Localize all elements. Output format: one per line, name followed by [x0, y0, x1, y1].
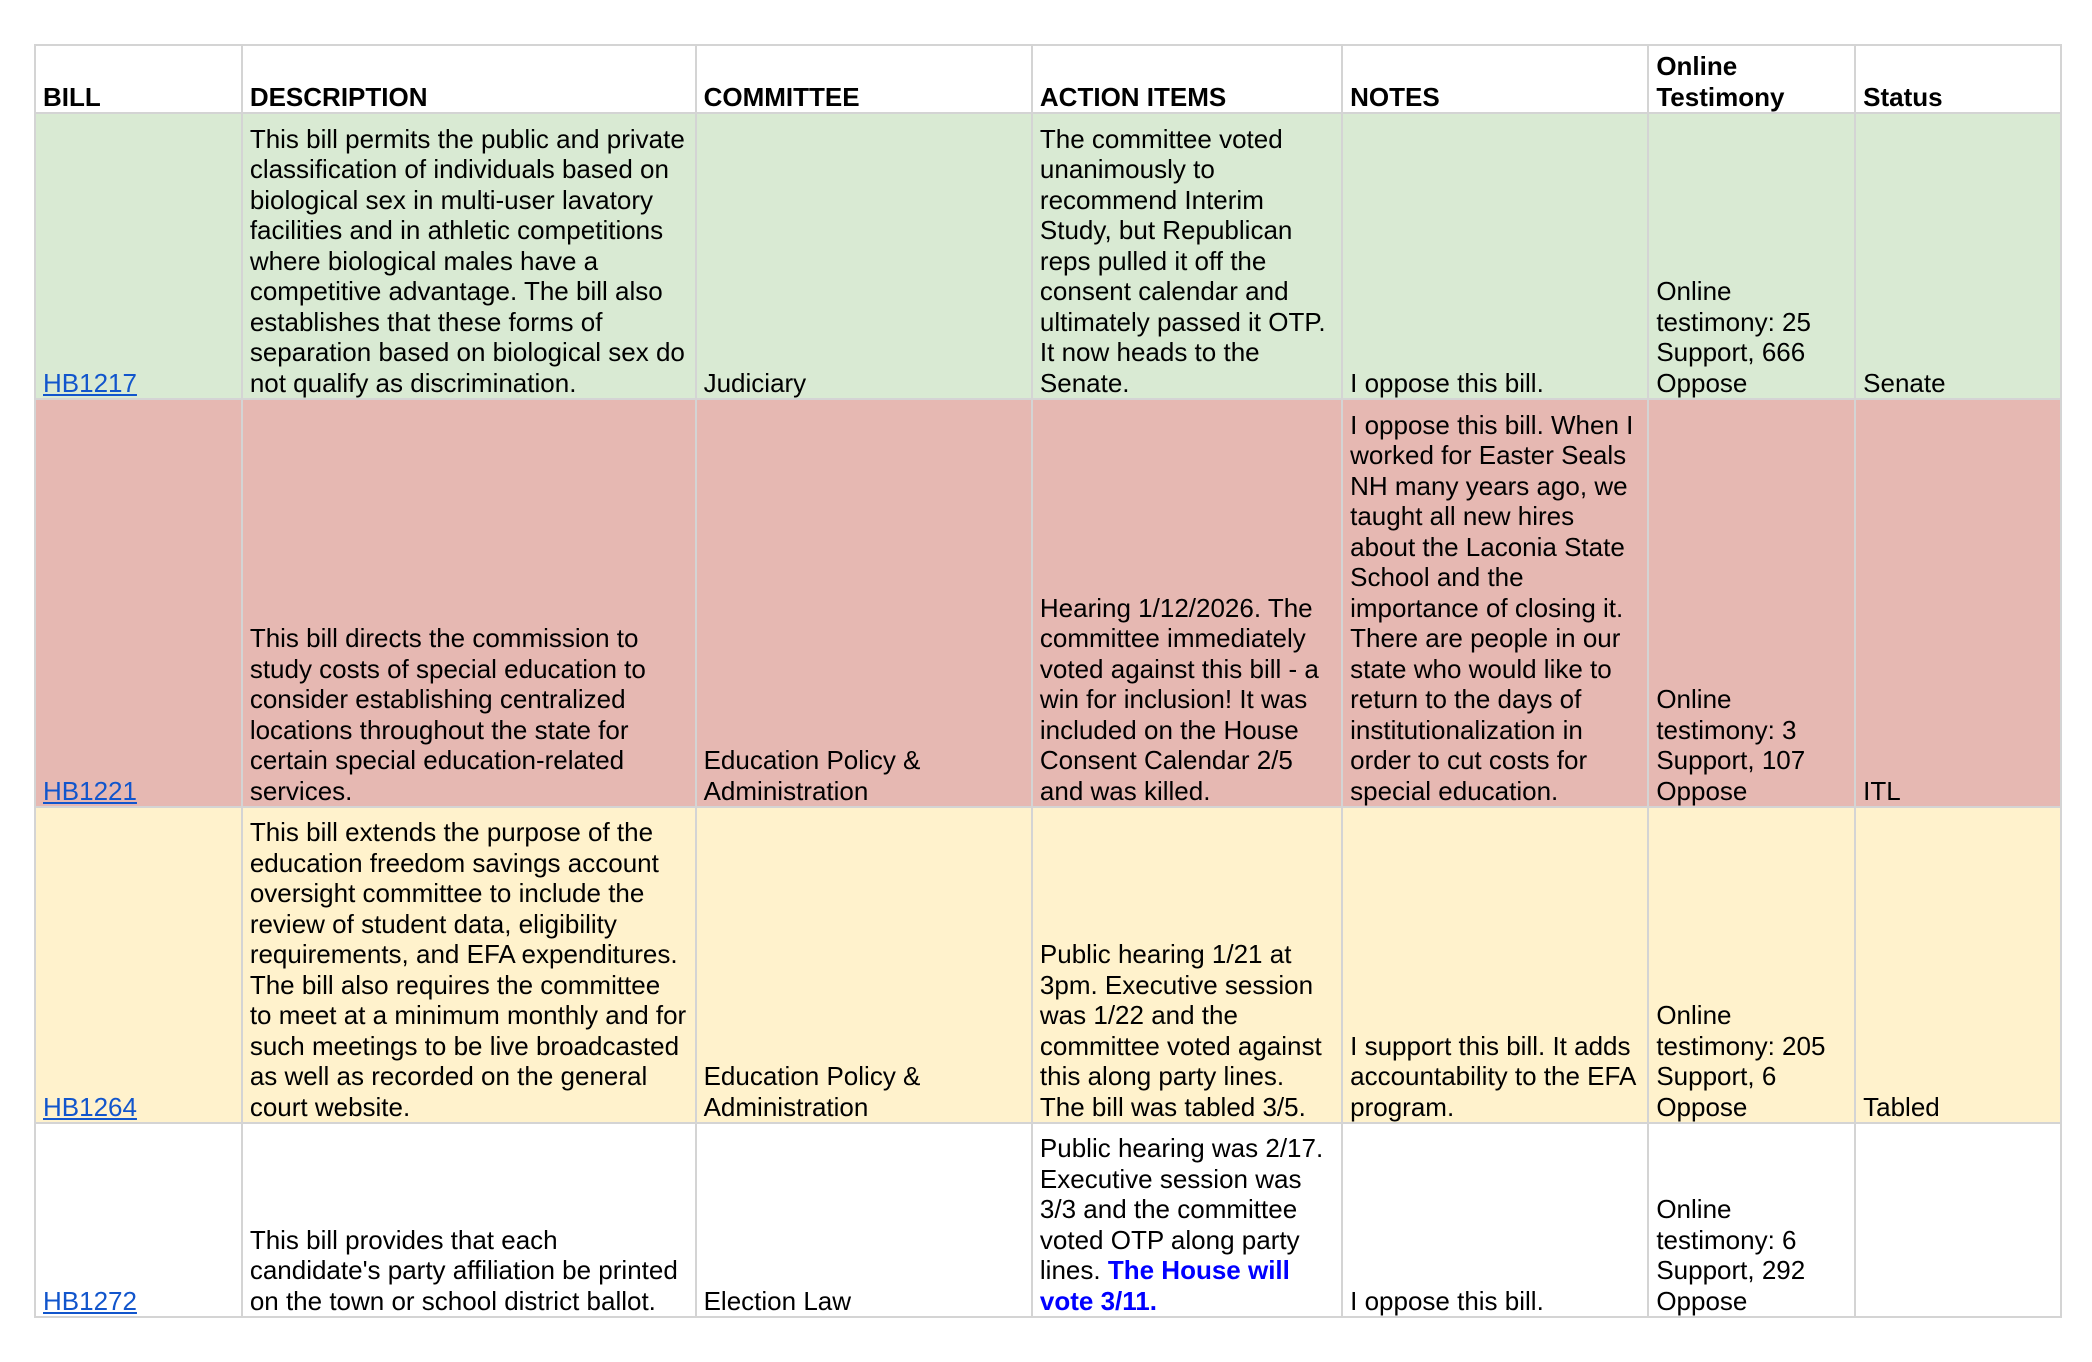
committee-cell[interactable]: Education Policy & Administration [696, 399, 1032, 807]
action-items-cell[interactable] [1032, 1123, 1342, 1317]
description-cell[interactable]: This bill provides that each candidate's party affiliation be printed on the town or school district ballot. [242, 1123, 696, 1317]
committee-cell[interactable]: Judiciary [696, 113, 1032, 399]
header-description[interactable]: DESCRIPTION [242, 45, 696, 113]
status-cell[interactable] [1855, 1123, 2061, 1317]
header-row [35, 45, 2061, 113]
bill-link-hb1221[interactable]: HB1221 [43, 775, 137, 806]
action-items-text: Public hearing was 2/17. Executive session was 3/3 and the committee voted OTP along party lines. [1039, 1133, 1324, 1285]
table-row [35, 399, 2061, 807]
committee-cell[interactable]: Election Law [696, 1123, 1032, 1317]
status-cell[interactable]: Senate [1855, 113, 2061, 399]
online-testimony-cell[interactable]: Online testimony: 25 Support, 666 Oppose [1648, 113, 1855, 399]
status-cell[interactable]: Tabled [1855, 807, 2061, 1123]
bill-link-hb1217[interactable]: HB1217 [43, 367, 137, 398]
notes-cell[interactable]: I support this bill. It adds accountability to the EFA program. [1342, 807, 1648, 1123]
bill-cell[interactable] [35, 1123, 242, 1317]
table-row [35, 807, 2061, 1123]
status-cell[interactable]: ITL [1855, 399, 2061, 807]
table-row [35, 113, 2061, 399]
bill-link-hb1272[interactable]: HB1272 [43, 1285, 137, 1316]
notes-cell[interactable]: I oppose this bill. [1342, 113, 1648, 399]
header-status[interactable]: Status [1855, 45, 2061, 113]
bill-cell[interactable] [35, 113, 242, 399]
description-cell[interactable]: This bill permits the public and private classification of individuals based on biological sex in multi-user lavatory facilities and in athletic competitions where biological males have a competitive advantage. The bill also establishes that these forms of separation based on biological sex do not qualify as discrimination. [242, 113, 696, 399]
action-items-cell[interactable]: The committee voted unanimously to recommend Interim Study, but Republican reps pulled it off the consent calendar and ultimately passed it OTP. It now heads to the Senate. [1032, 113, 1342, 399]
header-notes[interactable]: NOTES [1342, 45, 1648, 113]
header-online-testimony[interactable]: Online Testimony [1648, 45, 1855, 113]
description-cell[interactable]: This bill directs the commission to study costs of special education to consider establishing centralized locations throughout the state for certain special education-related services. [242, 399, 696, 807]
online-testimony-cell[interactable]: Online testimony: 205 Support, 6 Oppose [1648, 807, 1855, 1123]
header-action-items[interactable]: ACTION ITEMS [1032, 45, 1342, 113]
bill-cell[interactable] [35, 807, 242, 1123]
action-items-cell[interactable]: Public hearing 1/21 at 3pm. Executive session was 1/22 and the committee voted against this along party lines. The bill was tabled 3/5. [1032, 807, 1342, 1123]
bill-tracking-table [34, 44, 2062, 1318]
bill-cell[interactable] [35, 399, 242, 807]
description-cell[interactable]: This bill extends the purpose of the education freedom savings account oversight committee to include the review of student data, eligibility requirements, and EFA expenditures. The bill also requires the committee to meet at a minimum monthly and for such meetings to be live broadcasted as well as recorded on the general court website. [242, 807, 696, 1123]
action-items-cell[interactable]: Hearing 1/12/2026. The committee immediately voted against this bill - a win for inclusion! It was included on the House Consent Calendar 2/5 and was killed. [1032, 399, 1342, 807]
action-items-emphasis: The House will vote 3/11. [1039, 1255, 1290, 1316]
header-committee[interactable]: COMMITTEE [696, 45, 1032, 113]
committee-cell[interactable]: Education Policy & Administration [696, 807, 1032, 1123]
table-row [35, 1123, 2061, 1317]
bill-link-hb1264[interactable]: HB1264 [43, 1091, 137, 1122]
online-testimony-cell[interactable]: Online testimony: 3 Support, 107 Oppose [1648, 399, 1855, 807]
notes-cell[interactable]: I oppose this bill. When I worked for Easter Seals NH many years ago, we taught all new hires about the Laconia State School and the importance of closing it. There are people in our state who would like to return to the days of institutionalization in order to cut costs for special education. [1342, 399, 1648, 807]
notes-cell[interactable]: I oppose this bill. [1342, 1123, 1648, 1317]
online-testimony-cell[interactable]: Online testimony: 6 Support, 292 Oppose [1648, 1123, 1855, 1317]
header-bill[interactable]: BILL [35, 45, 242, 113]
